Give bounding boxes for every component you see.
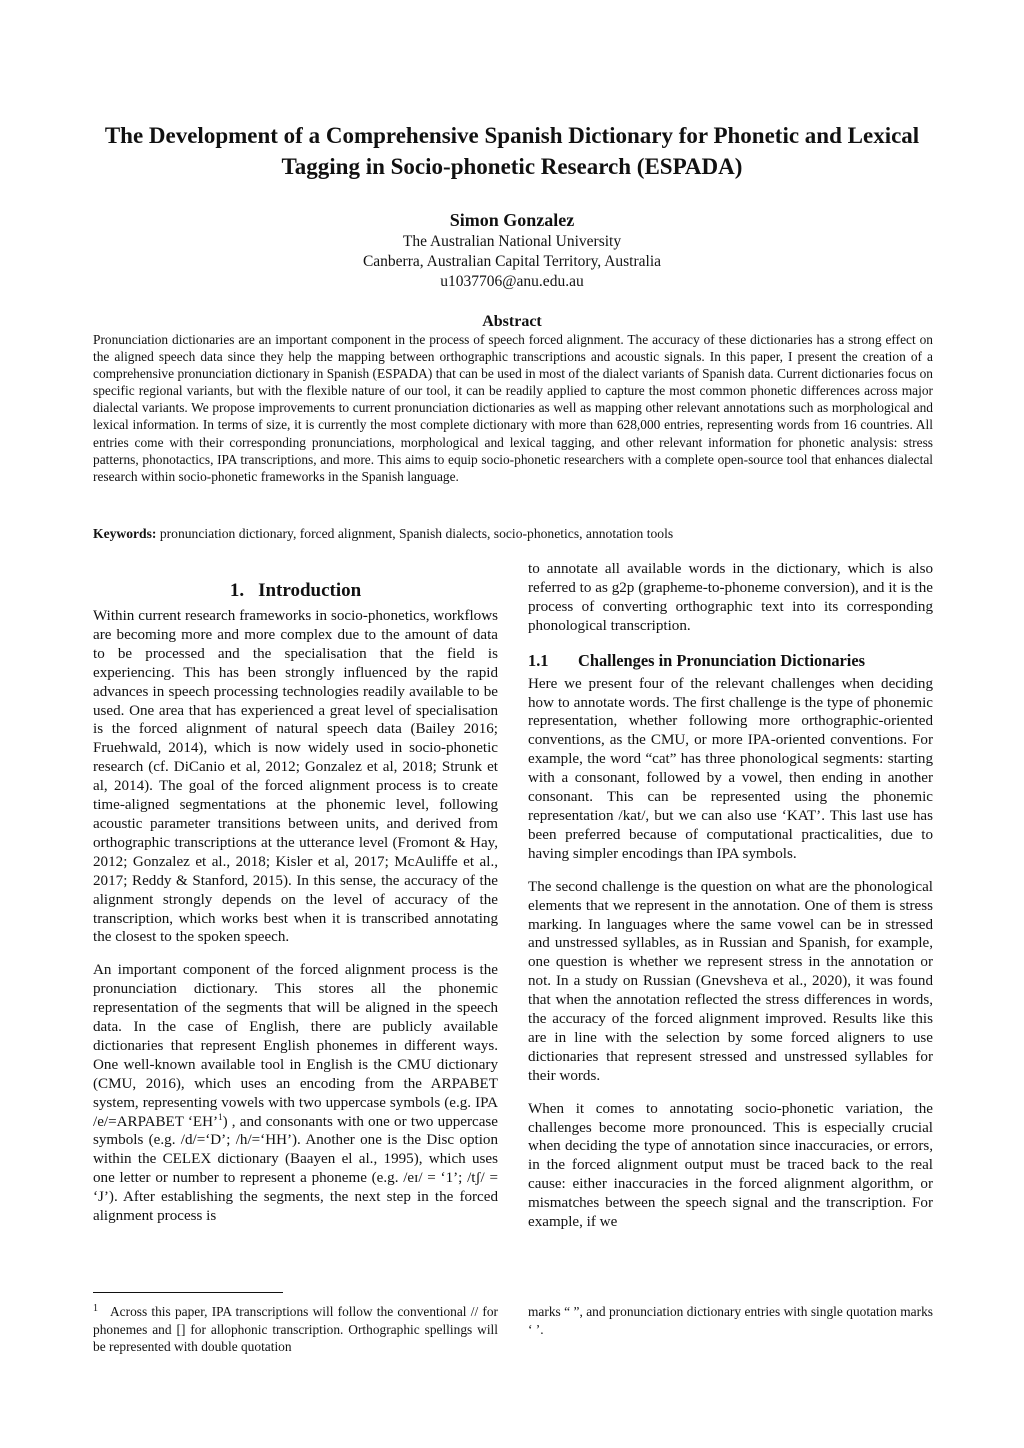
author-block — [0, 208, 1024, 292]
intro-paragraph-2-part-a: An important component of the forced alignment process is the pronunciation dictionary. This stores all the phonemic representation of the segments that will be aligned in the speech data. In the case of English, there are publicly available dictionaries that represent English phonemes in different ways. One well-known available tool in English is the CMU dictionary (CMU, 2016), which uses an encoding from the ARPABET system, representing vowels with two uppercase symbols (e.g. IPA /e/=ARPABET ‘EH’ — [93, 962, 498, 1130]
intro-paragraph-2-part-b: ) , and consonants with one or two uppercase symbols (e.g. /d/=‘D’; /h/=‘HH’). Another one is the Disc option within the CELEX dictionary (Baayen el al., 1995), which uses one letter or number to represent a phoneme (e.g. /eɪ/ = ‘1’; /tʃ/ = ‘J’). After establishing the segments, the next step in the forced alignment process is — [93, 1113, 498, 1225]
author-location: Canberra, Australian Capital Territory, Australia — [362, 253, 662, 270]
challenges-paragraph-3: When it comes to annotating socio-phonetic variation, the challenges become more pronounced. This is especially crucial when deciding the type of annotation since inaccuracies, or errors, in the forced alignment output must be traced back to the real cause: either inaccuracies in the forced alignment algorithm, or mismatches between the speech signal and the transcription. For example, if we — [528, 1100, 933, 1231]
left-column — [93, 560, 498, 1240]
keywords-text: pronunciation dictionary, forced alignment, Spanish dialects, socio-phonetics, annotation tools — [156, 526, 674, 541]
footnote-left — [93, 1303, 498, 1356]
challenges-paragraph-2: The second challenge is the question on what are the phonological elements that we represent in the annotation. One of them is stress marking. In languages where the same vowel can be in stressed and unstressed syllables, as in Russian and Spanish, for example, one question is whether we represent stress in the annotation or not. In a study on Russian (Gnevsheva et al., 2020), it was found that when the annotation reflected the stress differences in words, the accuracy of the forced alignment improved. Results like this are in line with the selection by some forced aligners to use dictionaries that represent stressed and unstressed syllables for their words. — [528, 878, 933, 1084]
footnote-divider — [93, 1292, 283, 1293]
section-number: 1. — [229, 580, 245, 601]
author-affiliation: The Australian National University — [402, 233, 622, 250]
subsection-heading-challenges — [528, 650, 933, 672]
paper-title: The Development of a Comprehensive Spanish Dictionary for Phonetic and Lexical Tagging in Socio-phonetic Research (ESPADA) — [104, 123, 920, 179]
footnote-left-text: Across this paper, IPA transcriptions will follow the conventional // for phonemes and [] for allophonic transcription. Orthographic spellings will be represented with double quotation — [93, 1304, 498, 1354]
footnote-mark: 1 — [93, 1302, 98, 1314]
intro-paragraph-1: Within current research frameworks in socio-phonetics, workflows are becoming more and more complex due to the amount of data to be processed and the specialisation that the field is experiencing. This has been strongly influenced by the rapid advances in speech processing technologies readily available to be used. One area that has experienced a great level of specialisation is the forced alignment of natural speech data (Bailey 2016; Fruehwald, 2014), which is now widely used in socio-phonetic research (cf. DiCanio et al, 2012; Gonzalez et al, 2018; Strunk et al, 2014). The goal of the forced alignment process is to create time-aligned segmentations at the phonemic level, following acoustic parameter transitions between units, and derived from orthographic transcriptions at the utterance level (Fromont & Hay, 2012; Gonzalez et al., 2018; Kisler et al, 2017; McAuliffe et al., 2017; Reddy & Stanford, 2015). In this sense, the accuracy of the alignment strongly depends on the level of accuracy of the transcription, which works best when it is transcribed annotating the closest to the spoken speech. — [93, 608, 498, 946]
keywords — [93, 525, 933, 543]
author-email[interactable]: u1037706@anu.edu.au — [440, 273, 584, 290]
challenges-paragraph-1: Here we present four of the relevant challenges when deciding how to annotate words. The first challenge is the type of phonemic representation, whether following more orthographic-oriented conventions, as the CMU, or more IPA-oriented conventions. For example, the word “cat” has three phonological segments: starting with a consonant, followed by a vowel, then ending in another consonant. This can be represented using the phonemic representation /kat/, but we can also use ‘KAT’. This last use has been preferred because of computational practicalities, due to having simpler encodings than IPA symbols. — [528, 675, 933, 862]
intro-paragraph-3: to annotate all available words in the dictionary, which is also referred to as g2p (grapheme-to-phoneme conversion), and it is the process of converting orthographic text into its corresponding phonological transcription. — [528, 561, 933, 634]
section-title: Introduction — [258, 580, 362, 601]
abstract-heading: Abstract — [482, 313, 542, 330]
subsection-number: 1.1 — [528, 650, 549, 670]
author-name: Simon Gonzalez — [449, 210, 575, 230]
footnote-right: marks “ ”, and pronunciation dictionary entries with single quotation marks ‘ ’. — [528, 1304, 933, 1337]
footnote-reference[interactable]: 1 — [218, 1111, 223, 1122]
subsection-title: Challenges in Pronunciation Dictionaries — [578, 650, 866, 670]
keywords-label: Keywords: — [93, 526, 157, 541]
intro-paragraph-2 — [93, 961, 498, 1226]
right-column — [528, 560, 933, 1246]
section-heading-introduction — [93, 579, 498, 603]
abstract-text: Pronunciation dictionaries are an important component in the process of speech forced alignment. The accuracy of these dictionaries has a strong effect on the aligned speech data since they help the mapping between orthographic transcriptions and acoustic signals. In this paper, I present the creation of a comprehensive pronunciation dictionary in Spanish (ESPADA) that can be used in most of the dialect variants of Spanish data. Current dictionaries focus on specific regional variants, but with the flexible nature of our tool, it can be readily applied to capture the most common phonetic differences across major dialectal variants. We propose improvements to current pronunciation dictionaries as well as mapping other relevant annotations such as morphological and lexical information. In terms of size, it is currently the most complete dictionary with more than 628,000 entries, representing words from 16 countries. All entries come with their corresponding pronunciations, morphological and lexical tagging, and other relevant information for phonetic analysis: stress patterns, phonotactics, IPA transcriptions, and more. This aims to equip socio-phonetic researchers with a complete open-source tool that enhances dialectal research within socio-phonetic frameworks in the Spanish language. — [93, 332, 933, 484]
